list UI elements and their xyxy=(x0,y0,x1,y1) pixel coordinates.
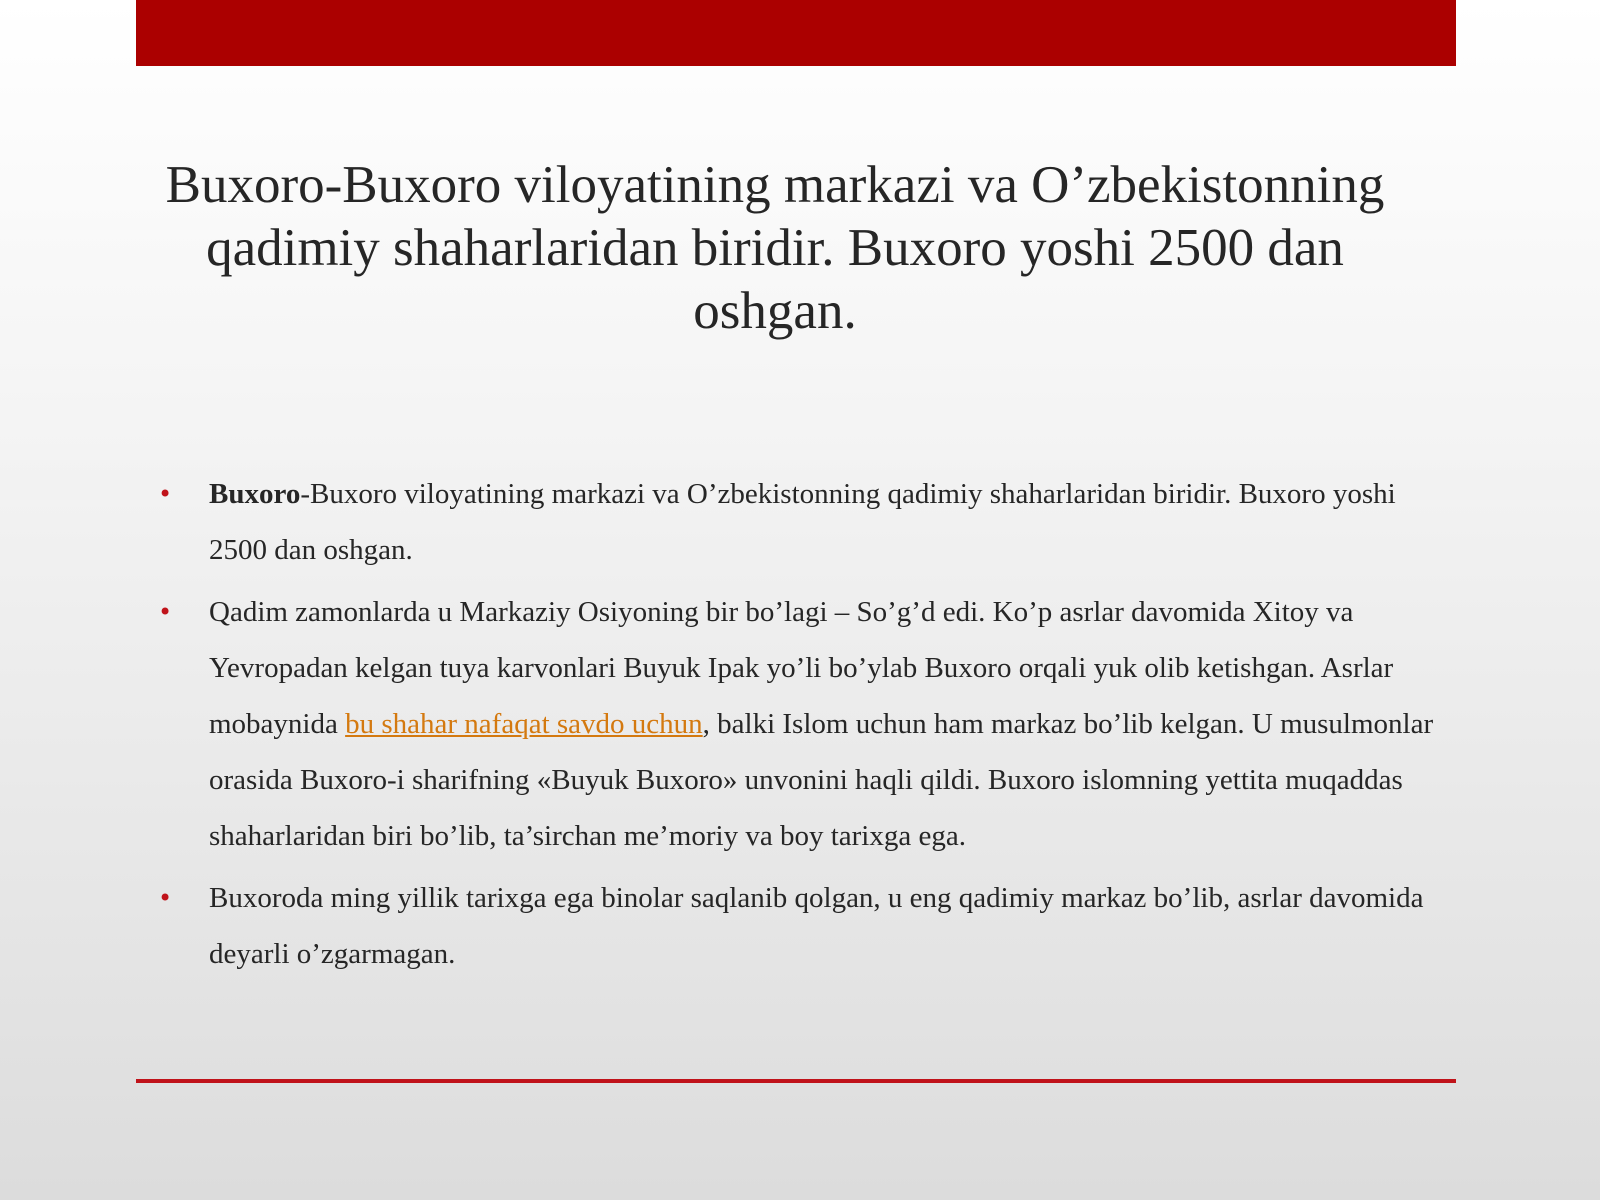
bullet-2-hyperlink[interactable]: bu shahar nafaqat savdo uchun xyxy=(345,708,703,740)
bullet-item-2 xyxy=(158,584,1454,864)
top-accent-bar xyxy=(136,0,1456,66)
bullet-2-text-before-link: Qadim zamonlarda u Markaziy Osiyoning bir bo’lagi – So’g’d edi. Ko’p asrlar davomida Xitoy va Yevropadan kelgan tuya karvonlari Buyuk Ipak yo’li bo’ylab Buxoro orqali yuk olib ketishgan. Asrlar mobaynida xyxy=(209,596,1394,740)
bullet-marker-icon: • xyxy=(158,884,173,912)
bullet-2-text-after-link: , balki Islom uchun ham markaz bo’lib kelgan. U musulmonlar orasida Buxoro-i sharifning «Buyuk Buxoro» unvonini haqli qildi. Buxoro islomning yettita muqaddas shaharlaridan biri bo’lib, ta’sirchan me’moriy va boy tarixga ega. xyxy=(209,708,1434,852)
bullet-marker-icon: • xyxy=(158,598,173,626)
bullet-list xyxy=(158,466,1454,988)
bullet-item-3 xyxy=(158,870,1454,982)
bullet-marker-icon: • xyxy=(158,480,173,508)
bottom-divider xyxy=(136,1079,1456,1083)
bullet-1-bold-term: Buxoro xyxy=(209,478,301,510)
bullet-1-text: -Buxoro viloyatining markazi va O’zbekistonning qadimiy shaharlaridan biridir. Buxoro yoshi 2500 dan oshgan. xyxy=(209,478,1396,566)
bullet-3-text: Buxoroda ming yillik tarixga ega binolar saqlanib qolgan, u eng qadimiy markaz bo’lib, asrlar davomida deyarli o’zgarmagan. xyxy=(209,882,1424,970)
slide-title: Buxoro-Buxoro viloyatining markazi va O’zbekistonning qadimiy shaharlaridan biridir. Buxoro yoshi 2500 dan oshgan. xyxy=(165,156,1385,340)
bullet-item-1 xyxy=(158,466,1454,578)
